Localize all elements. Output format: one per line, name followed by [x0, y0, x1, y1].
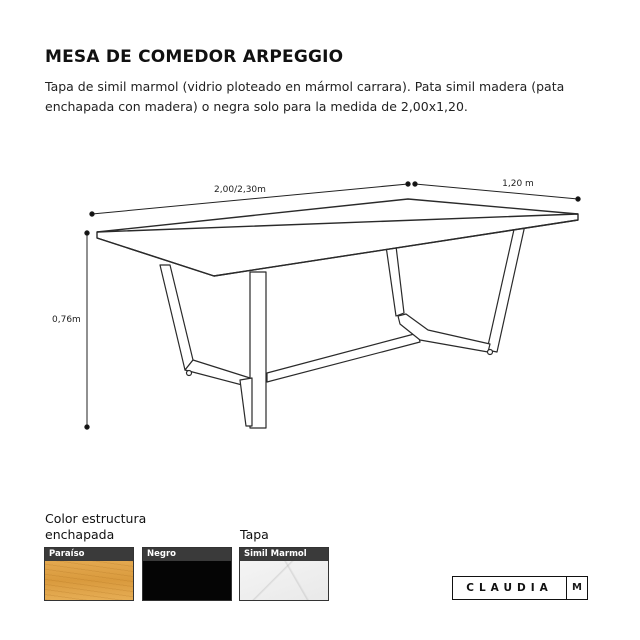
brand-mark: M — [566, 577, 587, 599]
table-illustration — [97, 198, 578, 428]
marble-texture — [240, 561, 328, 600]
structure-color-label: Color estructura enchapada — [45, 511, 147, 542]
back-right-leg — [487, 225, 525, 352]
top-label: Tapa — [240, 527, 269, 542]
swatch-marmol-name: Simil Marmol — [240, 548, 328, 561]
wood-texture — [45, 561, 133, 600]
height-label: 0,76m — [52, 315, 81, 325]
brand-name: CLAUDIA — [466, 582, 553, 594]
width-dimension-line — [415, 184, 578, 199]
length-label: 2,00/2,30m — [214, 185, 266, 195]
brand-logo — [452, 576, 588, 600]
swatch-negro[interactable] — [142, 547, 232, 601]
back-left-leg — [386, 246, 404, 316]
swatch-simil-marmol[interactable] — [239, 547, 329, 601]
width-label: 1,20 m — [502, 179, 534, 189]
front-left-leg — [160, 265, 193, 370]
product-description: Tapa de simil marmol (vidrio ploteado en mármol carrara). Pata simil madera (pata enchapada con madera) o negra solo para la medida de 2,00x1,20. — [45, 79, 565, 114]
center-brace — [240, 378, 252, 426]
black-texture — [143, 561, 231, 600]
swatch-paraiso-name: Paraíso — [45, 548, 133, 561]
swatch-negro-name: Negro — [143, 548, 231, 561]
right-brace — [398, 314, 490, 352]
page-title: MESA DE COMEDOR ARPEGGIO — [45, 47, 344, 67]
stretcher-bar — [267, 333, 420, 382]
swatch-paraiso[interactable] — [44, 547, 134, 601]
